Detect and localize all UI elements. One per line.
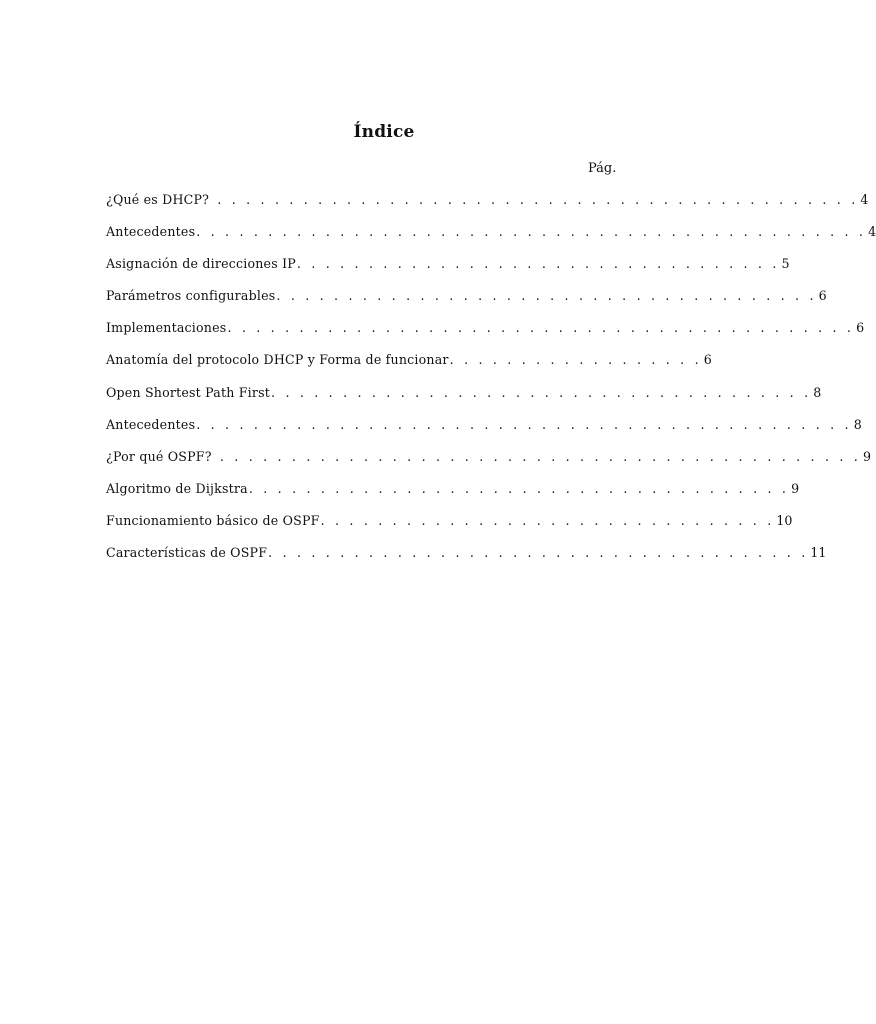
- toc-entry-leader: . . . . . . . . . . . . . . . . . . . . . . . . . . . . . . . . . . . . . . . . . . . .: [227, 320, 855, 336]
- toc-entry: [106, 190, 869, 222]
- toc-entry-leader: . . . . . . . . . . . . . . . . . . . . . . . . . . . . . . . .: [320, 512, 775, 528]
- toc-entry: [106, 479, 800, 511]
- toc-entry: [106, 511, 793, 543]
- toc-entry-text: ¿Qué es DHCP?: [106, 192, 210, 207]
- toc-entry-text: Asignación de direcciones IP: [106, 256, 296, 272]
- toc-entry-text: Anatomía del protocolo DHCP y Forma de funcionar: [106, 352, 449, 368]
- toc-entry: [106, 383, 822, 415]
- toc-entry-text: Funcionamiento básico de OSPF: [106, 512, 320, 528]
- toc-entry-text: ¿Por qué OSPF?: [106, 448, 212, 464]
- toc-entry-page: 6: [818, 288, 827, 304]
- toc-entry: [106, 286, 827, 318]
- toc-entry-leader: . . . . . . . . . . . . . . . . . . . . . . . . . . . . . . . . . . . . . . . . . . . . . .: [196, 416, 852, 432]
- toc-entry-text: Antecedentes: [106, 416, 196, 432]
- toc-entry-page: 8: [813, 384, 822, 400]
- toc-entry-text: Antecedentes: [106, 224, 196, 240]
- toc-entry-page: 9: [791, 480, 800, 496]
- toc-entry: [106, 318, 865, 350]
- toc-entry-text: Implementaciones: [106, 320, 227, 336]
- toc-entry-page: 9: [862, 448, 871, 464]
- toc-entry-page: 6: [703, 352, 712, 368]
- toc-entry-leader: . . . . . . . . . . . . . . . . . . . . . . . . . . . . . . . . . . . . . .: [271, 384, 812, 400]
- toc-entry-page: 5: [781, 256, 790, 272]
- toc-entry-leader: . . . . . . . . . . . . . . . . . . . . . . . . . . . . . . . . . . . . . .: [268, 545, 809, 561]
- page-title: Índice: [353, 122, 415, 142]
- toc-entry-text: Características de OSPF: [106, 545, 268, 561]
- toc-entry: [106, 415, 862, 447]
- toc-entry: [106, 350, 712, 382]
- toc-entry: [106, 222, 876, 254]
- toc-entry-leader: . . . . . . . . . . . . . . . . . . . . . . . . . . . . . . . . . .: [296, 256, 780, 272]
- table-of-contents: [106, 190, 876, 575]
- toc-entry: [106, 254, 790, 286]
- toc-entry: [106, 447, 871, 479]
- toc-entry-text: Algoritmo de Dijkstra: [106, 480, 248, 496]
- toc-entry-page: 8: [853, 416, 862, 432]
- toc-entry-page: 10: [776, 512, 793, 528]
- toc-entry-page: 11: [810, 545, 827, 561]
- toc-entry-leader: . . . . . . . . . . . . . . . . . .: [449, 352, 702, 368]
- toc-entry: [106, 543, 827, 575]
- toc-entry-page: 4: [860, 192, 869, 207]
- toc-entry-leader: . . . . . . . . . . . . . . . . . . . . . . . . . . . . . . . . . . . . . .: [248, 480, 790, 496]
- toc-entry-text: Parámetros configurables: [106, 288, 276, 304]
- toc-entry-page: 6: [856, 320, 865, 336]
- page-column-label: Pág.: [588, 161, 617, 176]
- toc-entry-page: 4: [868, 224, 876, 240]
- toc-entry-leader: . . . . . . . . . . . . . . . . . . . . . . . . . . . . . . . . . . . . . .: [276, 288, 817, 304]
- toc-entry-leader: . . . . . . . . . . . . . . . . . . . . . . . . . . . . . . . . . . . . . . . . . . . . . . .: [196, 224, 867, 240]
- toc-entry-text: Open Shortest Path First: [106, 384, 271, 400]
- toc-entry-leader: . . . . . . . . . . . . . . . . . . . . . . . . . . . . . . . . . . . . . . . . . . . . .: [212, 448, 861, 464]
- toc-entry-leader: . . . . . . . . . . . . . . . . . . . . . . . . . . . . . . . . . . . . . . . . . . . . .: [210, 192, 859, 207]
